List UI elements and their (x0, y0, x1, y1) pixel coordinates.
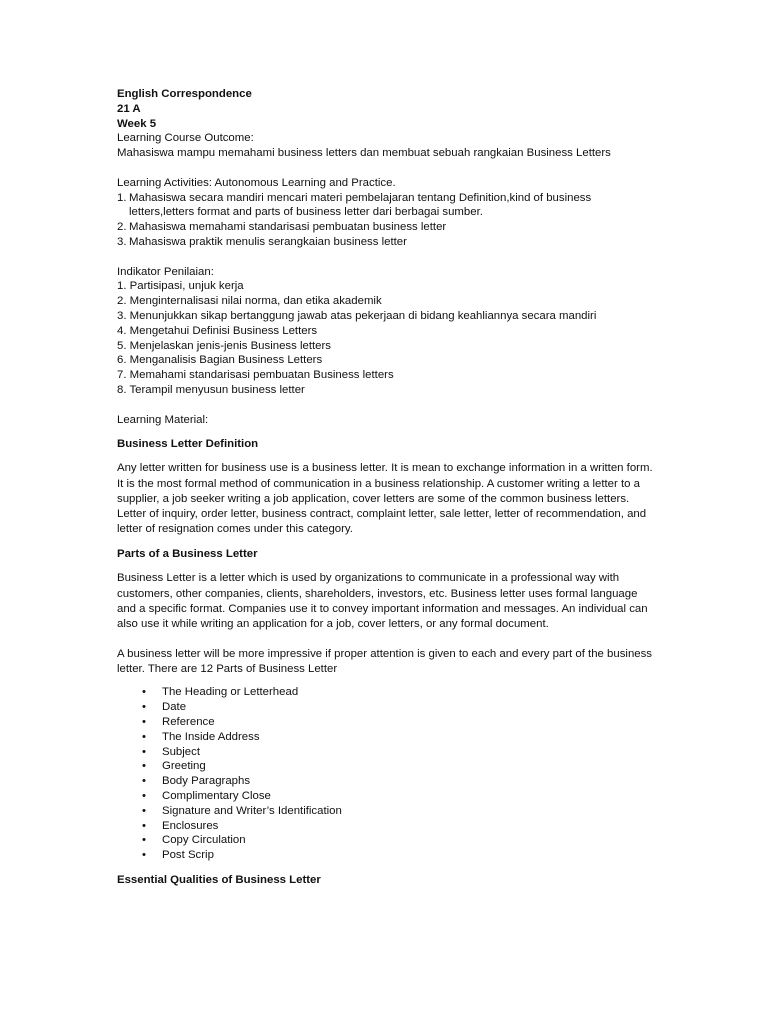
list-item (117, 819, 657, 834)
indicator-item: 6. Menganalisis Bagian Business Letters (117, 354, 323, 367)
activity-number: 1. (117, 191, 127, 204)
activity-text: Mahasiswa memahami standarisasi pembuatan business letter (129, 221, 447, 234)
spacer (117, 250, 657, 265)
list-item-text: Copy Circulation (162, 834, 246, 847)
bullet-icon: • (142, 730, 146, 743)
list-item-text: The Heading or Letterhead (162, 686, 299, 699)
document-page (117, 87, 657, 897)
indicator-item: 4. Mengetahui Definisi Business Letters (117, 324, 318, 337)
list-item-text: Post Scrip (162, 849, 214, 862)
bullet-icon: • (142, 686, 146, 699)
qualities-heading: Essential Qualities of Business Letter (117, 873, 321, 886)
activity-text: Mahasiswa secara mandiri mencari materi pembelajaran tentang Definition,kind of business letters,letters format and parts of business letter dari berbagai sumber. (129, 191, 592, 219)
list-item-text: Subject (162, 745, 200, 758)
indicator-item: 2. Menginternalisasi nilai norma, dan etika akademik (117, 295, 382, 308)
list-item-text: Signature and Writer’s Identification (162, 804, 342, 817)
list-item (117, 700, 657, 715)
bullet-icon: • (142, 760, 146, 773)
bullet-icon: • (142, 849, 146, 862)
list-item-text: Enclosures (162, 819, 219, 832)
indicators-list (117, 279, 657, 397)
outcome-label: Learning Course Outcome: (117, 132, 254, 145)
indicators-label: Indikator Penilaian: (117, 265, 214, 278)
list-item-text: The Inside Address (162, 730, 260, 743)
list-item (117, 745, 657, 760)
spacer (117, 632, 657, 647)
activity-item (117, 235, 657, 250)
list-item-text: Date (162, 701, 187, 714)
definition-heading: Business Letter Definition (117, 438, 259, 451)
list-item (117, 730, 657, 745)
list-item (117, 833, 657, 848)
parts-heading: Parts of a Business Letter (117, 548, 258, 561)
class-label: 21 A (117, 102, 141, 115)
list-item (117, 774, 657, 789)
spacer (117, 161, 657, 176)
list-item (117, 715, 657, 730)
definition-paragraph: Any letter written for business use is a business letter. It is mean to exchange information in a written form. It is the most formal method of communication in a business relationship. A customer writing a letter to a supplier, a job seeker writing a job application, cover letters are some of the common business letters. Letter of inquiry, order letter, business contract, complaint letter, sale letter, letter of recommendation, and letter of resignation comes under this category. (117, 462, 653, 536)
course-title: English Correspondence (117, 88, 252, 100)
list-item-text: Greeting (162, 760, 206, 773)
list-item (117, 804, 657, 819)
list-item (117, 789, 657, 804)
bullet-icon: • (142, 789, 146, 802)
bullet-icon: • (142, 804, 146, 817)
parts-paragraph-2: A business letter will be more impressive if proper attention is given to each and every part of the business letter. There are 12 Parts of Business Letter (117, 647, 653, 676)
activities-label: Learning Activities: Autonomous Learning and Practice. (117, 176, 396, 189)
bullet-icon: • (142, 775, 146, 788)
indicator-item: 5. Menjelaskan jenis-jenis Business letters (117, 339, 331, 352)
parts-list (117, 685, 657, 863)
list-item (117, 685, 657, 700)
activity-number: 3. (117, 235, 127, 248)
list-item-text: Complimentary Close (162, 789, 271, 802)
week-label: Week 5 (117, 117, 157, 130)
activity-item (117, 191, 657, 221)
bullet-icon: • (142, 715, 146, 728)
activity-number: 2. (117, 221, 127, 234)
indicator-item: 3. Menunjukkan sikap bertanggung jawab atas pekerjaan di bidang keahliannya secara mandiri (117, 309, 597, 322)
list-item-text: Body Paragraphs (162, 775, 251, 788)
spacer (117, 398, 657, 413)
indicator-item: 1. Partisipasi, unjuk kerja (117, 280, 244, 293)
bullet-icon: • (142, 745, 146, 758)
bullet-icon: • (142, 819, 146, 832)
indicator-item: 7. Memahami standarisasi pembuatan Business letters (117, 369, 394, 382)
bullet-icon: • (142, 834, 146, 847)
activity-text: Mahasiswa praktik menulis serangkaian business letter (129, 235, 407, 248)
activities-list (117, 191, 657, 250)
list-item (117, 759, 657, 774)
list-item (117, 848, 657, 863)
activity-item (117, 220, 657, 235)
outcome-text: Mahasiswa mampu memahami business letters dan membuat sebuah rangkaian Business Letters (117, 147, 611, 160)
bullet-icon: • (142, 701, 146, 714)
material-label: Learning Material: (117, 413, 209, 426)
parts-paragraph-1: Business Letter is a letter which is used by organizations to communicate in a professional way with customers, other companies, clients, shareholders, investors, etc. Business letter uses formal language and a specific format. Companies use it to convey important information and messages. An individual can also use it while writing an application for a job, cover letters, or any formal document. (117, 572, 648, 630)
indicator-item: 8. Terampil menyusun business letter (117, 383, 305, 396)
list-item-text: Reference (162, 715, 215, 728)
